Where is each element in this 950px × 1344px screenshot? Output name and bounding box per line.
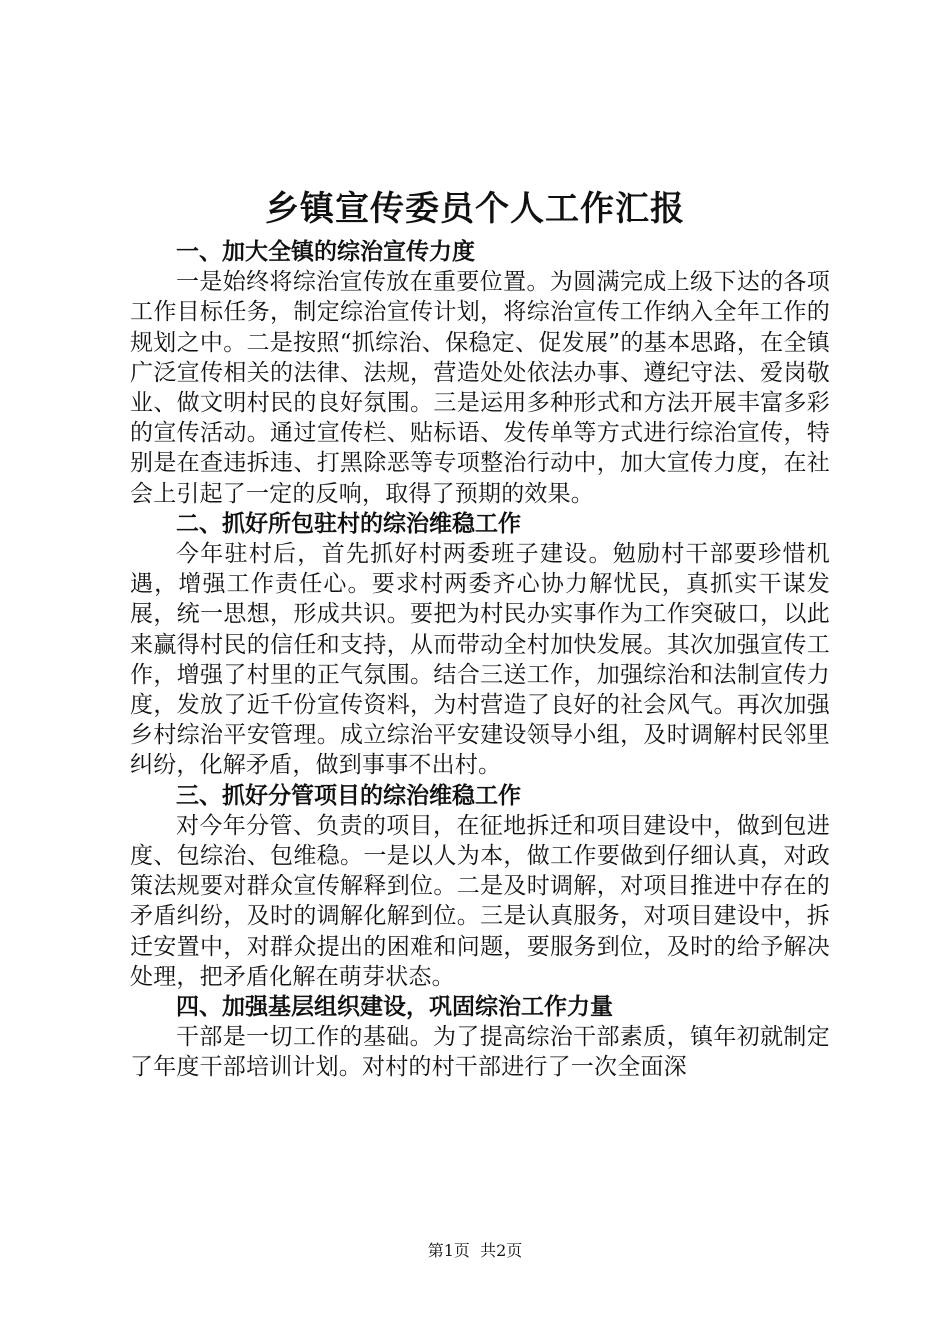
section-paragraph: 干部是一切工作的基础。为了提高综治干部素质，镇年初就制定了年度干部培训计划。对村的村干部进行了一次全面深 <box>130 1024 830 1081</box>
page-total: 共2页 <box>480 1241 523 1260</box>
section-3 <box>130 781 830 992</box>
section-paragraph: 今年驻村后，首先抓好村两委班子建设。勉励村干部要珍惜机遇，增强工作责任心。要求村两委齐心协力解忧民，真抓实干谋发展，统一思想，形成共识。要把为村民办实事作为工作突破口，以此来赢得村民的信任和支持，从而带动全村加快发展。其次加强宣传工作，增强了村里的正气氛围。结合三送工作，加强综治和法制宣传力度，发放了近千份宣传资料，为村营造了良好的社会风气。再次加强乡村综治平安管理。成立综治平安建设领导小组，及时调解村民邻里纠纷，化解矛盾，做到事事不出村。 <box>130 541 830 779</box>
section-2 <box>130 509 830 781</box>
page-number: 第1页 <box>427 1241 470 1260</box>
section-heading: 四、加强基层组织建设，巩固综治工作力量 <box>176 994 613 1021</box>
page-footer <box>0 1240 950 1262</box>
document-body <box>130 237 830 1083</box>
footer-separator <box>470 1241 480 1260</box>
section-paragraph: 一是始终将综治宣传放在重要位置。为圆满完成上级下达的各项工作目标任务，制定综治宣传计划，将综治宣传工作纳入全年工作的规划之中。二是按照“抓综治、保稳定、促发展”的基本思路，在全镇广泛宣传相关的法律、法规，营造处处依法办事、遵纪守法、爱岗敬业、做文明村民的良好氛围。三是运用多种形式和方法开展丰富多彩的宣传活动。通过宣传栏、贴标语、发传单等方式进行综治宣传，特别是在查违拆违、打黑除恶等专项整治行动中，加大宣传力度，在社会上引起了一定的反响，取得了预期的效果。 <box>130 269 830 507</box>
document-title: 乡镇宣传委员个人工作汇报 <box>265 189 685 229</box>
section-4 <box>130 992 830 1083</box>
section-paragraph: 对今年分管、负责的项目，在征地拆迁和项目建设中，做到包进度、包综治、包维稳。一是以人为本，做工作要做到仔细认真，对政策法规要对群众宣传解释到位。二是及时调解，对项目推进中存在的矛盾纠纷，及时的调解化解到位。三是认真服务，对项目建设中，拆迁安置中，对群众提出的困难和问题，要服务到位，及时的给予解决处理，把矛盾化解在萌芽状态。 <box>130 812 830 990</box>
section-1 <box>130 237 830 509</box>
section-heading: 三、抓好分管项目的综治维稳工作 <box>176 782 521 809</box>
section-heading: 一、加大全镇的综治宣传力度 <box>176 239 475 265</box>
section-heading: 二、抓好所包驻村的综治维稳工作 <box>176 510 521 537</box>
